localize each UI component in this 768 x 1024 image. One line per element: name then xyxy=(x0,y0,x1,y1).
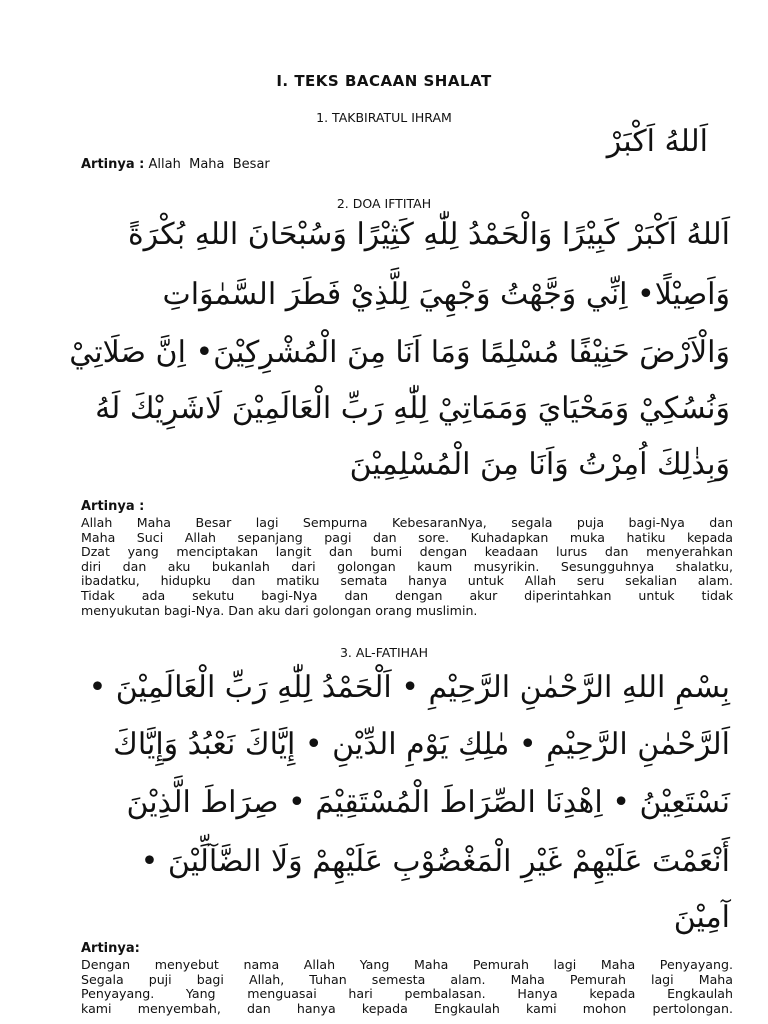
translation-line: diri dan aku bukanlah dari golongan kaum musyrikin. Sesungguhnya shalatku, xyxy=(81,558,733,574)
translation-line: ibadatku, hidupku dan matiku semata hanya untuk Allah seru sekalian alam. xyxy=(81,573,733,589)
arabic-takbir: اَللهُ اَكْبَرْ xyxy=(606,124,708,159)
translation-line: menyukutan bagi-Nya. Dan aku dari golongan orang muslimin. xyxy=(81,602,478,618)
translation-line: Penyayang. Yang menguasai hari pembalasan. Hanya kepada Engkaulah xyxy=(81,986,733,1002)
translation-text: Allah Maha Besar xyxy=(148,157,270,172)
translation-line: Allah Maha Besar lagi Sempurna KebesaranNya, segala puja bagi-Nya dan xyxy=(81,515,733,530)
heading-takbiratul-ihram: 1. TAKBIRATUL IHRAM xyxy=(316,110,452,125)
arabic-line: وَنُسُكِيْ وَمَحْيَايَ وَمَمَاتِيْ لِلّٰهِ رَبِّ الْعَالَمِيْنَ لَاشَرِيْكَ لَهُ xyxy=(95,391,730,426)
arabic-line: وَاَصِيْلًا• اِنِّي وَجَّهْتُ وَجْهِيَ لِلَّذِيْ فَطَرَ السَّمٰوَاتِ xyxy=(162,277,730,312)
translation-line: Maha Suci Allah sepanjang pagi dan sore. Kuhadapkan muka hatiku kepada xyxy=(81,529,733,545)
arabic-line: آمِيْنَ xyxy=(673,900,730,935)
page-title: I. TEKS BACAAN SHALAT xyxy=(276,72,492,90)
arabic-line: اَلرَّحْمٰنِ الرَّحِيْمِ • مٰلِكِ يَوْمِ الدِّيْنِ • إِيَّاكَ نَعْبُدُ وَإِيَّاكَ xyxy=(113,727,730,762)
translation-line: Tidak ada sekutu bagi-Nya dan dengan akur diperintahkan untuk tidak xyxy=(81,587,733,603)
arabic-line: وَبِذٰلِكَ اُمِرْتُ وَاَنَا مِنَ الْمُسْلِمِيْنَ xyxy=(349,447,730,482)
heading-doa-iftitah: 2. DOA IFTITAH xyxy=(336,196,432,211)
arabic-line: نَسْتَعِيْنُ • اِهْدِنَا الصِّرَاطَ الْمُسْتَقِيْمَ • صِرَاطَ الَّذِيْنَ xyxy=(126,785,730,820)
arabic-line: اَللهُ اَكْبَرْ كَبِيْرًا وَالْحَمْدُ لِلّٰهِ كَثِيْرًا وَسُبْحَانَ اللهِ بُكْرَةً xyxy=(127,217,730,252)
fatihah-translation xyxy=(81,958,733,1016)
heading-al-fatihah: 3. AL-FATIHAH xyxy=(339,645,428,660)
artinya-label: Artinya : xyxy=(81,157,145,172)
arabic-line: بِسْمِ اللهِ الرَّحْمٰنِ الرَّحِيْمِ • اَلْحَمْدُ لِلّٰهِ رَبِّ الْعَالَمِيْنَ • xyxy=(88,670,730,705)
iftitah-translation xyxy=(81,516,733,618)
translation-line: kami menyembah, dan hanya kepada Engkaulah kami mohon pertolongan. xyxy=(81,1000,733,1016)
artinya-label: Artinya: xyxy=(81,941,140,956)
arabic-line: وَالْاَرْضَ حَنِيْفًا مُسْلِمًا وَمَا اَنَا مِنَ الْمُشْرِكِيْنَ• اِنَّ صَلَاتِيْ xyxy=(69,335,730,370)
artinya-label: Artinya : xyxy=(81,499,145,514)
translation-line: Dengan menyebut nama Allah Yang Maha Pemurah lagi Maha Penyayang. xyxy=(81,957,733,972)
translation-line: Segala puji bagi Allah, Tuhan semesta alam. Maha Pemurah lagi Maha xyxy=(81,971,733,987)
takbir-translation xyxy=(81,157,270,172)
translation-line: Dzat yang menciptakan langit dan bumi dengan keadaan lurus dan menyerahkan xyxy=(81,544,733,560)
arabic-line: أَنْعَمْتَ عَلَيْهِمْ غَيْرِ الْمَغْضُوْبِ عَلَيْهِمْ وَلَا الضَّآلِّيْنَ • xyxy=(140,844,730,879)
